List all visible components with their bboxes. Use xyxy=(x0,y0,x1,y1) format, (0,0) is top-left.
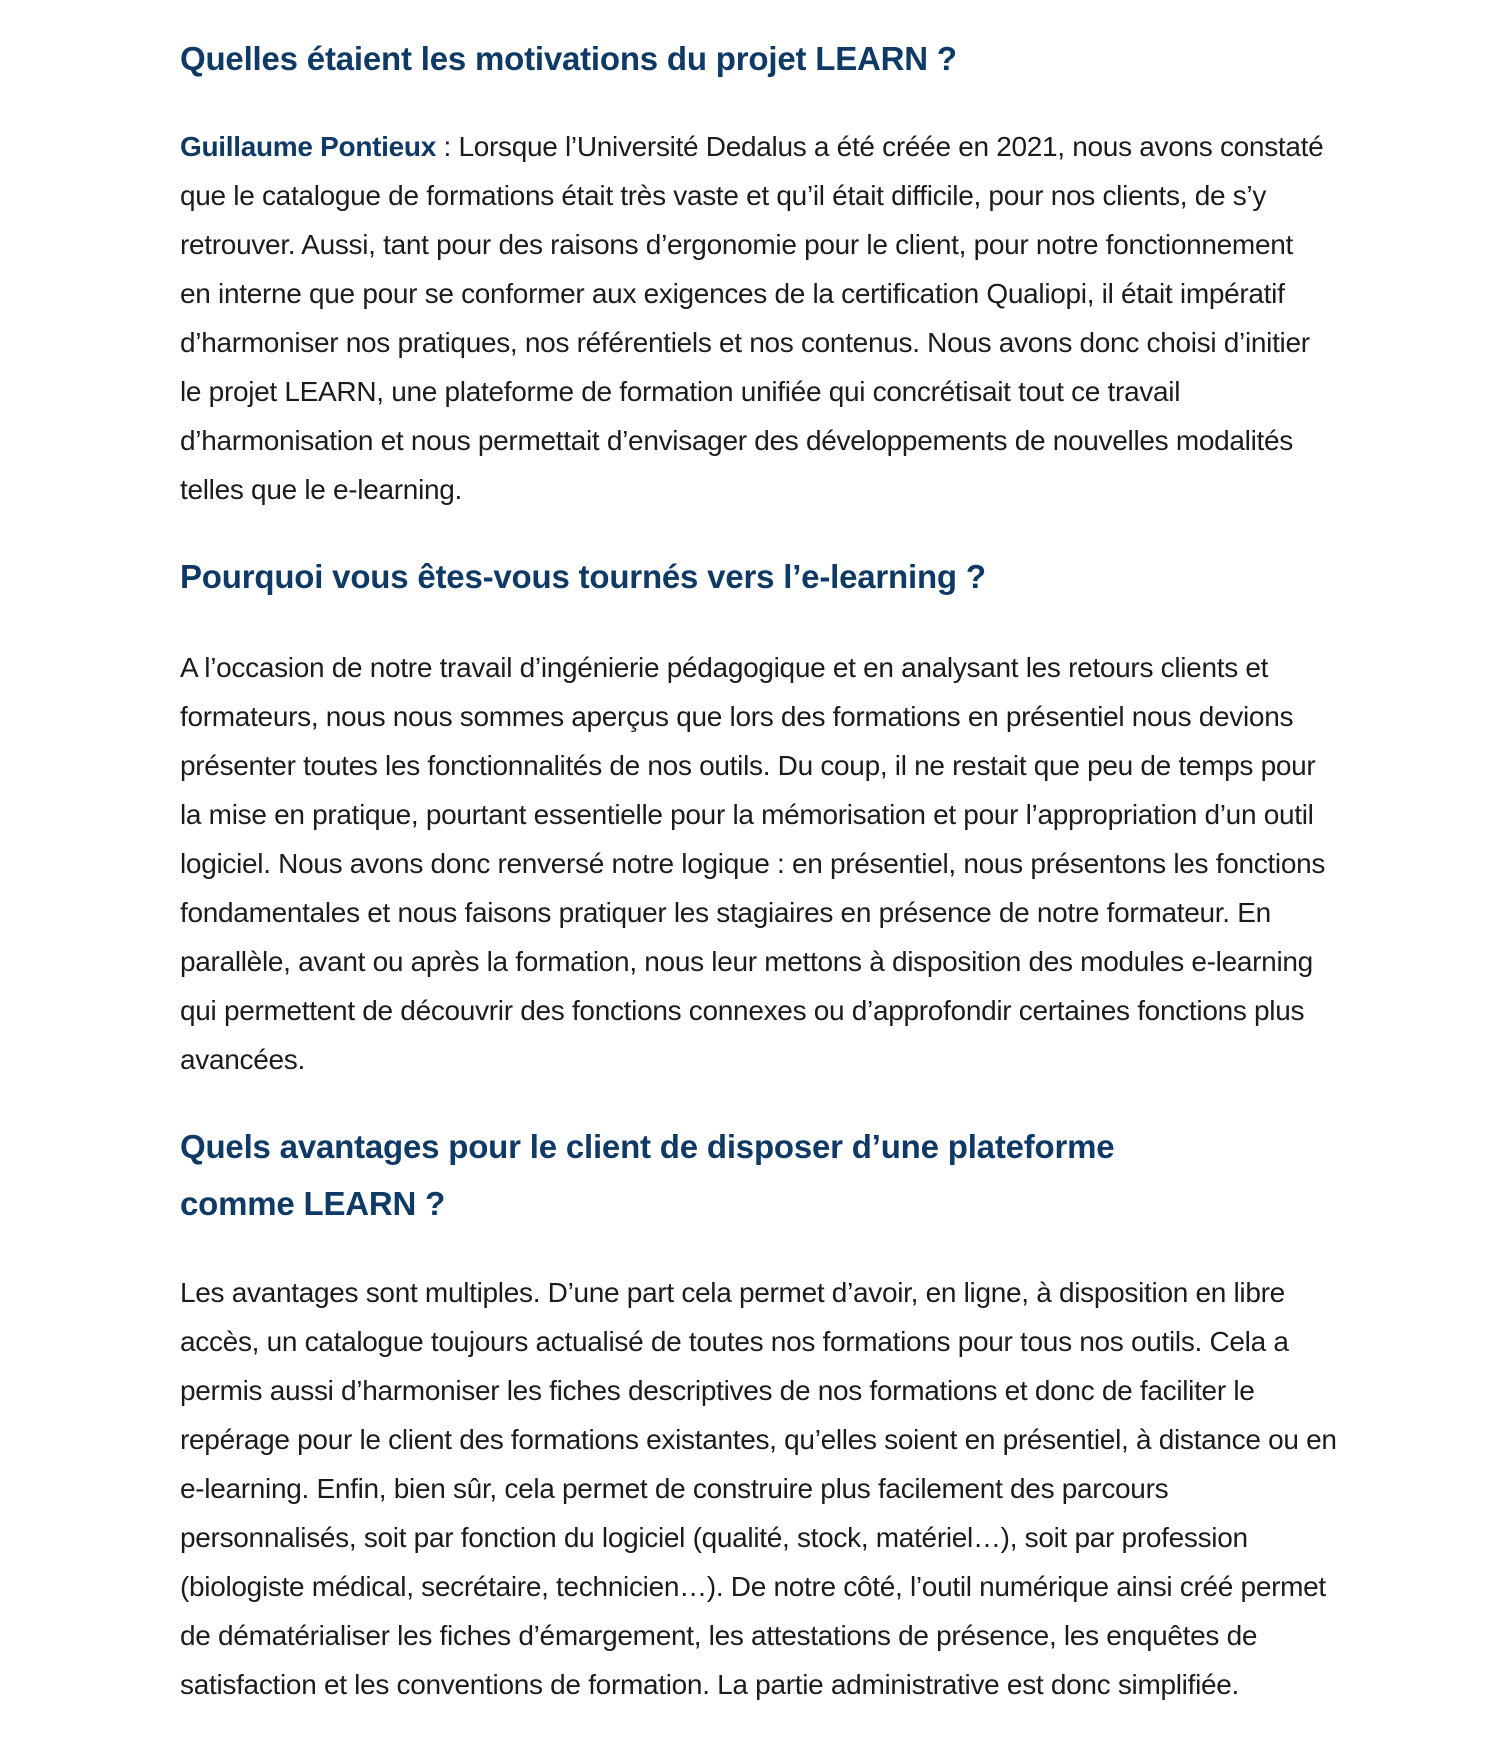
speaker-separator: : xyxy=(435,131,459,162)
question-heading-motivations: Quelles étaient les motivations du projet LEARN ? xyxy=(180,40,957,77)
question-heading-advantages: Quels avantages pour le client de disposer d’une plateforme comme LEARN ? xyxy=(180,1128,1115,1222)
answer-paragraph-motivations xyxy=(180,122,1330,514)
answer-text: Lorsque l’Université Dedalus a été créée en 2021, nous avons constaté que le catalogue de formations était très vaste et qu’il était difficile, pour nos clients, de s’y retrouver. Aussi, tant pour des raisons d’ergonomie pour le client, pour notre fonctionnement en interne que pour se conformer aux exigences de la certification Qualiopi, il était impératif d’harmoniser nos pratiques, nos référentiels et nos contenus. Nous avons donc choisi d’initier le projet LEARN, une plateforme de formation unifiée qui concrétisait tout ce travail d’harmonisation et nous permettait d’envisager des développements de nouvelles modalités telles que le e-learning. xyxy=(180,131,1324,505)
answer-paragraph-advantages: Les avantages sont multiples. D’une part cela permet d’avoir, en ligne, à disposition en libre accès, un catalogue toujours actualisé de toutes nos formations pour tous nos outils. Cela a permis aussi d’harmoniser les fiches descriptives de nos formations et donc de faciliter le repérage pour le client des formations existantes, qu’elles soient en présentiel, à distance ou en e-learning. Enfin, bien sûr, cela permet de construire plus facilement des parcours personnalisés, soit par fonction du logiciel (qualité, stock, matériel…), soit par profession (biologiste médical, secrétaire, technicien…). De notre côté, l’outil numérique ainsi créé permet de dématérialiser les fiches d’émargement, les attestations de présence, les enquêtes de satisfaction et les conventions de formation. La partie administrative est donc simplifiée. xyxy=(180,1277,1337,1700)
answer-paragraph-elearning: A l’occasion de notre travail d’ingénierie pédagogique et en analysant les retours clients et formateurs, nous nous sommes aperçus que lors des formations en présentiel nous devions présenter toutes les fonctionnalités de nos outils. Du coup, il ne restait que peu de temps pour la mise en pratique, pourtant essentielle pour la mémorisation et pour l’appropriation d’un outil logiciel. Nous avons donc renversé notre logique : en présentiel, nous présentons les fonctions fondamentales et nous faisons pratiquer les stagiaires en présence de notre formateur. En parallèle, avant ou après la formation, nous leur mettons à disposition des modules e-learning qui permettent de découvrir des fonctions connexes ou d’approfondir certaines fonctions plus avancées. xyxy=(180,652,1326,1075)
speaker-name: Guillaume Pontieux xyxy=(180,131,436,162)
question-heading-elearning: Pourquoi vous êtes-vous tournés vers l’e-learning ? xyxy=(180,558,986,595)
